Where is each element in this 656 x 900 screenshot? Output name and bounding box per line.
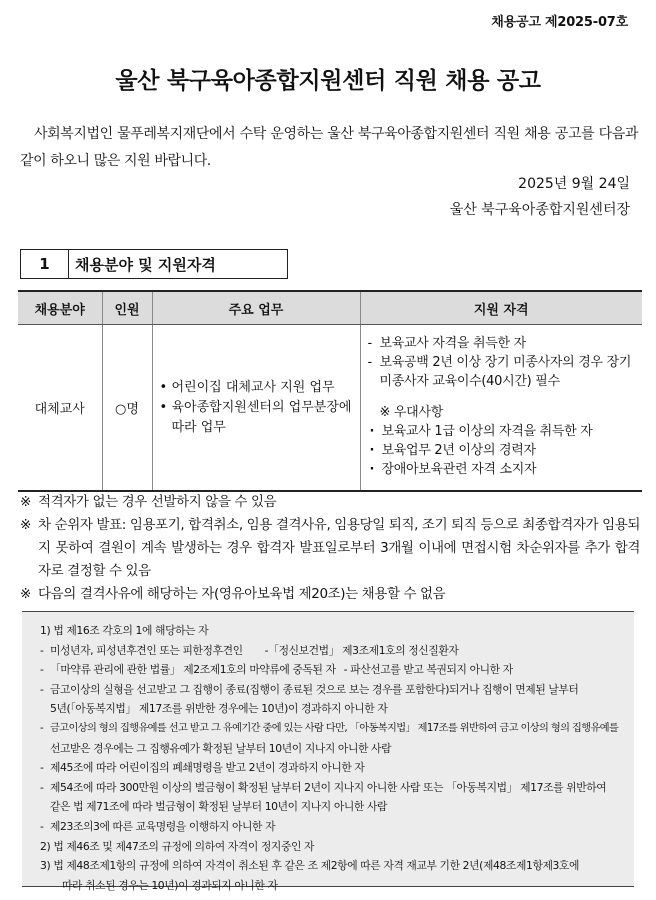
header-field: 채용분야 <box>18 291 102 325</box>
preference-item: · 보육교사 1급 이상의 자격을 취득한 자 <box>368 422 638 441</box>
disq-subitem: - 「마약류 관리에 관한 법률」 제2조제1호의 마약류에 중독된 자 - 파산선고를 받고 복권되지 아니한 자 <box>40 663 513 677</box>
duty-item: • 육아종합지원센터의 업무분장에 따라 업무 <box>160 398 359 438</box>
page-title: 울산 북구육아종합지원센터 직원 채용 공고 <box>115 68 541 94</box>
disqualification-box <box>22 611 634 892</box>
note-item: ※ 다음의 결격사유에 해당하는 자(영유아보육법 제20조)는 채용할 수 없음 <box>20 583 640 606</box>
duty-item: • 어린이집 대체교사 지원 업무 <box>160 378 359 398</box>
notice-number: 채용공고 제2025-07호 <box>491 15 628 30</box>
preference-item: · 보육업무 2년 이상의 경력자 <box>368 441 638 460</box>
cell-field: 대체교사 <box>18 325 102 492</box>
table-header-row <box>18 291 642 325</box>
qualification-item: - 보육교사 자격을 취득한 자 <box>368 334 638 353</box>
section-heading <box>20 249 288 279</box>
note-item: ※ 적격자가 없는 경우 선발하지 않을 수 있음 <box>20 491 640 514</box>
cell-count: ○명 <box>102 325 152 492</box>
notes-list <box>20 491 640 606</box>
cell-qualifications <box>360 325 642 492</box>
header-count: 인원 <box>102 291 152 325</box>
recruitment-table <box>18 290 642 492</box>
cell-duties <box>152 325 360 492</box>
disq-subitem: - 금고이상의 실형을 선고받고 그 집행이 종료(집행이 종료된 것으로 보는 경우를 포함한다)되거나 집행이 면제된 날부터 <box>40 682 579 696</box>
header-qualifications: 지원 자격 <box>360 291 642 325</box>
header-duties: 주요 업무 <box>152 291 360 325</box>
disq-subitem-cont: 선고받은 경우에는 그 집행유예가 확정된 날부터 10년이 지나지 아니한 사람 <box>50 741 392 755</box>
disq-item-1: 1) 법 제16조 각호의 1에 해당하는 자 <box>40 624 209 637</box>
issuer-name: 울산 북구육아종합지원센터장 <box>449 202 630 218</box>
disq-subitem-cont: 5년(「아동복지법」 제17조를 위반한 경우에는 10년)이 경과하지 아니한 자 <box>50 702 388 716</box>
table-row <box>18 325 642 492</box>
preference-title: ※ 우대사항 <box>379 405 443 420</box>
disq-subitem: - 금고이상의 형의 집행유예를 선고 받고 그 유예기간 중에 있는 사람 다만, 「아동복지법」 제17조를 위반하여 금고 이상의 형의 집행유예를 <box>40 722 619 734</box>
intro-paragraph: 사회복지법인 물푸레복지재단에서 수탁 운영하는 울산 북구육아종합지원센터 직원 채용 공고를 다음과 같이 하오니 많은 지원 바랍니다. <box>20 126 638 169</box>
disq-subitem: - 제54조에 따라 300만원 이상의 벌금형이 확정된 날부터 2년이 지나지 아니한 사람 또는 「아동복지법」 제17조를 위반하여 <box>40 780 607 794</box>
disq-subitem: - 미성년자, 피성년후견인 또는 피한정후견인 -「정신보건법」 제3조제1호의 정신질환자 <box>40 643 459 657</box>
disq-subitem: - 제45조에 따라 어린이집의 폐쇄명령을 받고 2년이 경과하지 아니한 자 <box>40 761 365 775</box>
preference-item: · 장애아보육관련 자격 소지자 <box>368 460 638 479</box>
note-item: ※ 차 순위자 발표: 임용포기, 합격취소, 임용 결격사유, 임용당일 퇴직, 조기 퇴직 등으로 최종합격자가 임용되지 못하여 결원이 계속 발생하는 경우 합격자 발표일로부터 3개월 이내에 면접시험 차순위자를 추가 합격자로 결정할 수 있음 <box>20 514 640 583</box>
disq-item-2: 2) 법 제46조 및 제47조의 규정에 의하여 자격이 정지중인 자 <box>40 839 315 853</box>
section-title: 채용분야 및 지원자격 <box>75 255 216 274</box>
qualification-item: - 보육공백 2년 이상 장기 미종사자의 경우 장기미종사자 교육이수(40시간) 필수 <box>368 353 638 391</box>
disq-subitem-cont: 같은 법 제71조에 따라 벌금형이 확정된 날부터 10년이 지나지 아니한 사람 <box>50 800 388 814</box>
disq-subitem: - 제23조의3에 따른 교육명령을 이행하지 아니한 자 <box>40 819 276 833</box>
section-number: 1 <box>21 250 69 278</box>
disq-item-3-cont: 따라 취소된 경우는 10년)이 경과되지 아니한 자 <box>62 878 278 892</box>
disq-item-3: 3) 법 제48조제1항의 규정에 의하여 자격이 취소된 후 같은 조 제2항에 따른 자격 재교부 기한 2년(제48조제1항제3호에 <box>40 859 580 873</box>
announcement-date: 2025년 9월 24일 <box>518 176 630 192</box>
